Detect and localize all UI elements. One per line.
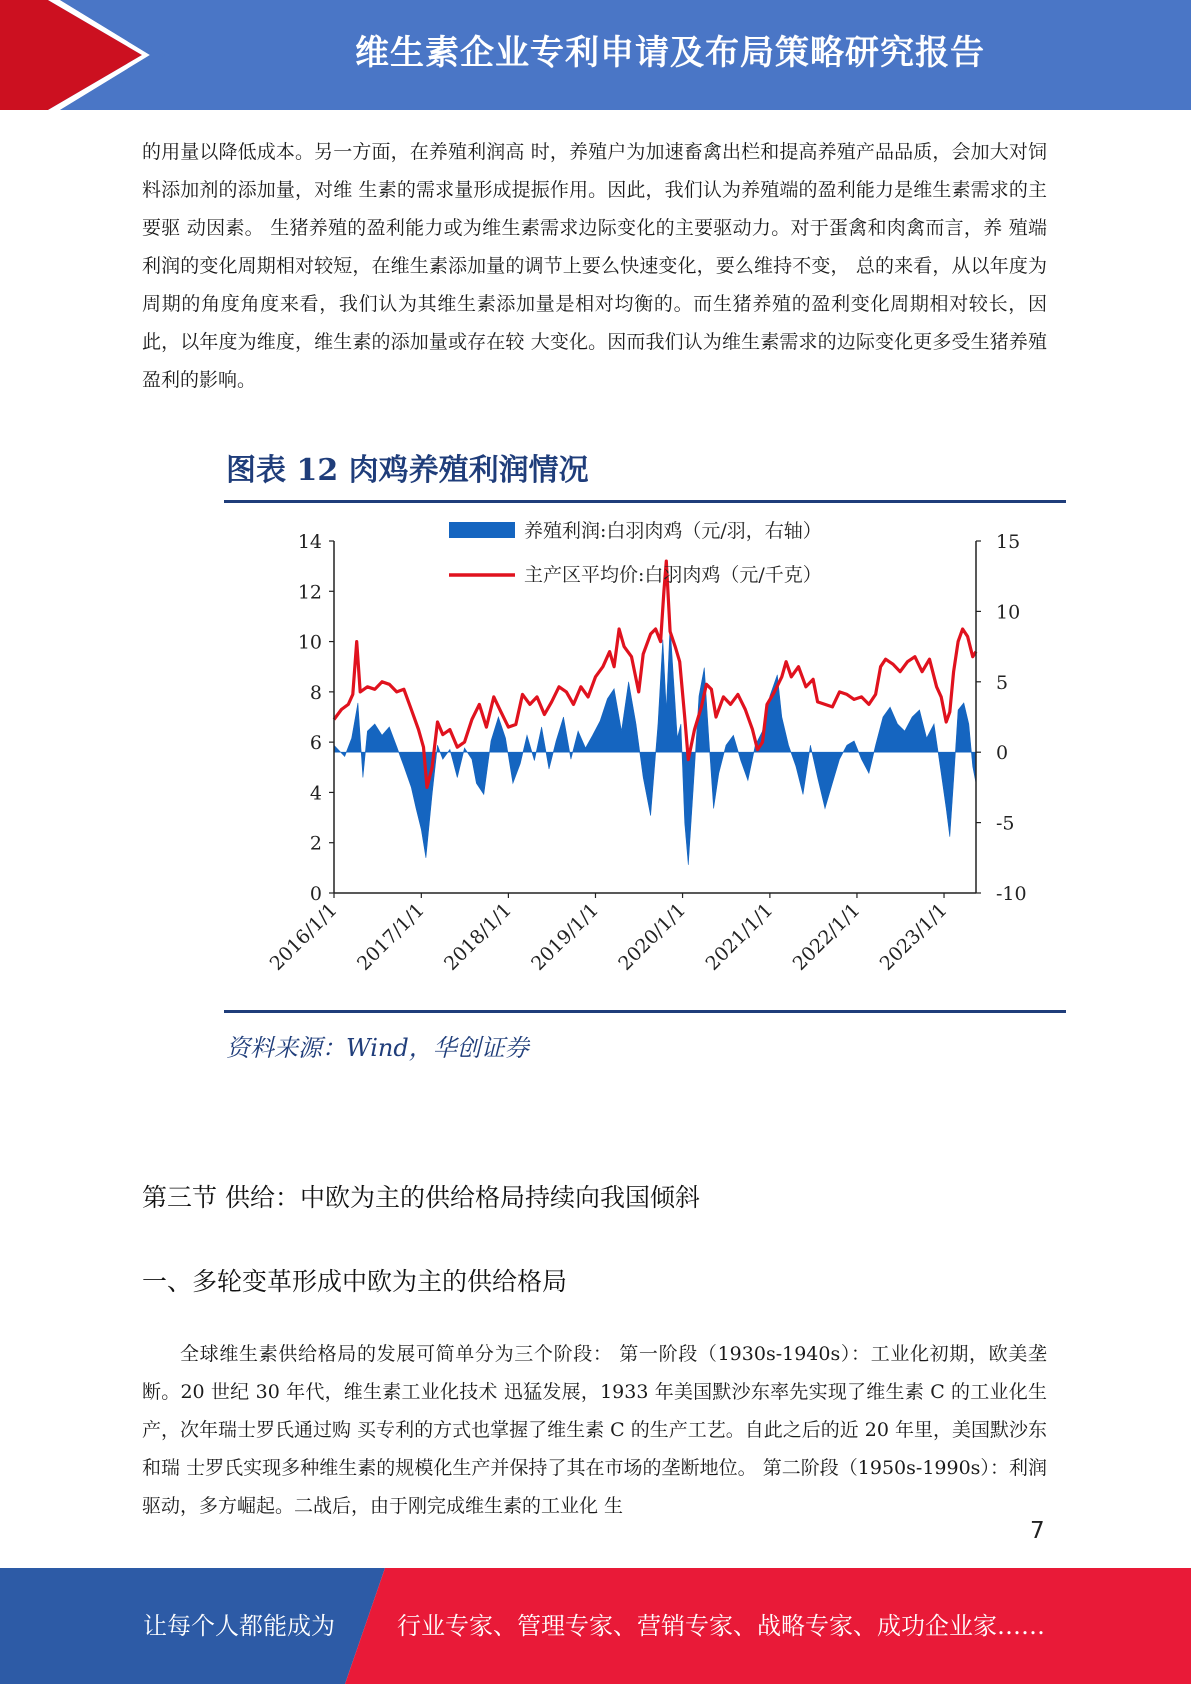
page-footer	[0, 1568, 1191, 1684]
section-title: 第三节 供给：中欧为主的供给格局持续向我国倾斜	[142, 1183, 700, 1212]
x-tick-label: 2022/1/1	[788, 898, 865, 975]
left-tick-label: 4	[309, 782, 322, 805]
x-tick-label: 2019/1/1	[527, 898, 604, 975]
left-tick-label: 0	[309, 883, 322, 905]
legend-swatch-profit	[449, 522, 515, 538]
page-number: 7	[1030, 1518, 1045, 1544]
right-tick-label: 10	[996, 601, 1021, 624]
x-tick-label: 2016/1/1	[265, 898, 342, 975]
subsection-title: 一、多轮变革形成中欧为主的供给格局	[142, 1267, 568, 1296]
figure-title: 图表 12 肉鸡养殖利润情况	[226, 453, 589, 488]
left-tick-label: 10	[297, 631, 322, 654]
right-tick-label: 15	[996, 531, 1021, 553]
left-tick-label: 6	[309, 732, 322, 755]
left-tick-label: 12	[297, 581, 322, 604]
body-paragraph-1: 的用量以降低成本。另一方面，在养殖利润高 时，养殖户为加速畜禽出栏和提高养殖产品品质，会加大对饲料添加剂的添加量，对维 生素的需求量形成提振作用。因此，我们认为养殖端的盈利能力是维生素需求的主要驱 动因素。 生猪养殖的盈利能力或为维生素需求边际变化的主要驱动力。对于蛋禽和肉禽而言，养 殖端利润的变化周期相对较短，在维生素添加量的调节上要么快速变化，要么维持不变， 总的来看，从以年度为周期的角度角度来看，我们认为其维生素添加量是相对均衡的。而生猪养殖的盈利变化周期相对较长，因此，以年度为维度，维生素的添加量或存在较 大变化。因而我们认为维生素需求的边际变化更多受生猪养殖盈利的影响。	[142, 141, 1047, 391]
x-tick-label: 2023/1/1	[875, 898, 952, 975]
footer-slogan-right: 行业专家、管理专家、营销专家、战略专家、成功企业家……	[397, 1612, 1045, 1640]
figure-bottom-rule	[224, 1010, 1066, 1013]
footer-slogan-left: 让每个人都能成为	[143, 1612, 335, 1640]
broiler-profit-chart	[224, 505, 1066, 1010]
figure-top-rule	[224, 500, 1066, 503]
left-tick-label: 2	[309, 832, 322, 855]
x-tick-label: 2017/1/1	[352, 898, 429, 975]
report-title: 维生素企业专利申请及布局策略研究报告	[355, 33, 985, 73]
legend-label-price: 主产区平均价:白羽肉鸡（元/千克）	[524, 564, 822, 586]
right-tick-label: -5	[996, 812, 1015, 835]
x-tick-label: 2018/1/1	[440, 898, 516, 975]
legend-label-profit: 养殖利润:白羽肉鸡（元/羽，右轴）	[524, 520, 822, 542]
left-tick-label: 8	[309, 681, 322, 704]
x-tick-label: 2020/1/1	[614, 898, 691, 975]
right-tick-label: -10	[996, 883, 1027, 905]
figure-source: 资料来源：Wind，华创证券	[226, 1034, 529, 1062]
right-tick-label: 0	[996, 742, 1009, 765]
profit-area-series	[334, 626, 976, 865]
right-tick-label: 5	[996, 671, 1009, 694]
body-paragraph-2: 全球维生素供给格局的发展可简单分为三个阶段： 第一阶段（1930s-1940s）：工业化初期，欧美垄断。20 世纪 30 年代，维生素工业化技术 迅猛发展，1933 年美国默沙东率先实现了维生素 C 的工业化生产，次年瑞士罗氏通过购 买专利的方式也掌握了维生素 C 的生产工艺。自此之后的近 20 年里，美国默沙东和瑞 士罗氏实现多种维生素的规模化生产并保持了其在市场的垄断地位。 第二阶段（1950s-1990s）：利润驱动，多方崛起。二战后，由于刚完成维生素的工业化 生	[142, 1343, 1047, 1517]
page-header	[0, 0, 1191, 110]
x-tick-label: 2021/1/1	[701, 898, 778, 975]
left-tick-label: 14	[297, 531, 322, 553]
